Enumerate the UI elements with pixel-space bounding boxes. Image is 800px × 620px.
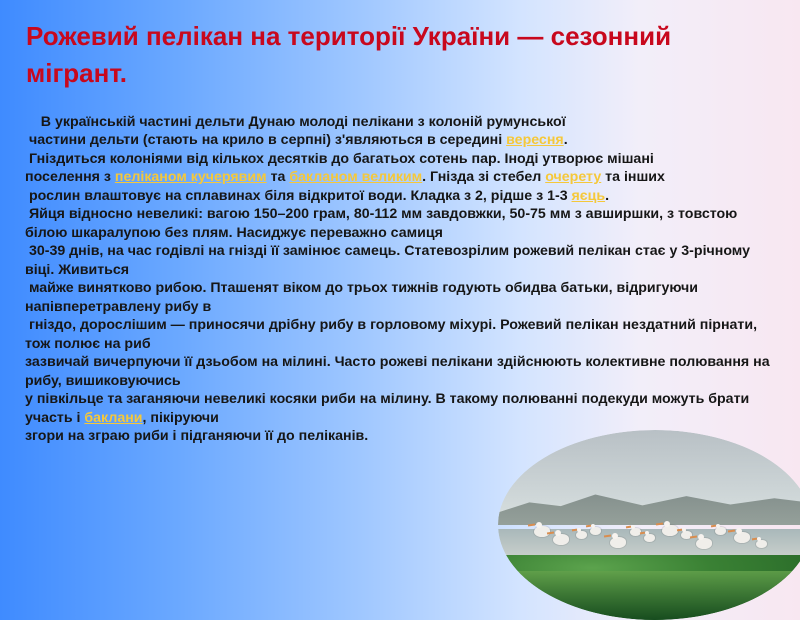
link-ocheret[interactable]: очерету bbox=[545, 169, 602, 185]
pelican-icon bbox=[662, 525, 678, 536]
pelican-icon bbox=[576, 531, 587, 539]
slide-body-text bbox=[25, 94, 770, 464]
link-baklan-velykyi[interactable]: бакланом великим bbox=[289, 169, 423, 185]
pelican-photo bbox=[498, 430, 800, 620]
pelican-icon bbox=[715, 527, 726, 535]
pelican-icon bbox=[610, 537, 626, 548]
pelican-icon bbox=[644, 534, 655, 542]
link-yaiets[interactable]: яєць bbox=[571, 187, 606, 204]
link-baklany[interactable]: баклани bbox=[84, 409, 143, 426]
link-veresnia[interactable]: вересня bbox=[506, 132, 564, 148]
grass-foreground bbox=[498, 571, 800, 620]
text-segment: . Гніздиться колоніями від кількох десятків до багатьох сотень пар. Іноді утворює мішані поселення з bbox=[25, 132, 654, 185]
link-pelican-kucheriavyi[interactable]: пеліканом кучерявим bbox=[114, 169, 267, 185]
pelican-icon bbox=[756, 540, 767, 548]
pelican-icon bbox=[590, 527, 601, 535]
pelican-icon bbox=[696, 538, 712, 549]
text-segment: та bbox=[266, 169, 290, 185]
text-segment: . Гнізда зі стебел bbox=[422, 169, 546, 185]
text-segment: та інших рослин влаштовує на сплавинах біля відкритої води. Кладка з 2, рідше з 1-3 bbox=[28, 169, 665, 204]
pelican-icon bbox=[553, 534, 569, 545]
text-segment: . Яйця відносно невеликі: вагою 150–200 грам, 80-112 мм завдовжки, 50-75 мм з авширшки, з товстою білою шкаралупою без плям. Насиджує переважно самиця 30-39 днів, на час годівлі на гнізді її замінює самець. Статевозрілим рожевий пелікан стає у 3-річному віці. Живиться майже винятково рибою. Пташенят віком до трьох тижнів годують обидва батьки, відригуючи напівперетравлену рибу в гніздо, дорослішим — приносячи дрібну рибу в горловому міхурі. Рожевий пелікан нездатний пірнати, тож полює на риб зазвичай вичерпуючи її дзьобом на мілині. Часто рожеві пелікани здійснюють колективне полювання на рибу, вишиковуючись у півкільце та заганяючи невеликі косяки риби на мілину. В такому полюванні подекуди можуть брати участь і bbox=[25, 187, 770, 426]
text-segment: , пікіруючи згори на зграю риби і підганяючи її до пеліканів. bbox=[25, 409, 369, 444]
slide-title: Рожевий пелікан на території України — сезонний мігрант. bbox=[26, 21, 672, 88]
pelican-icon bbox=[734, 532, 750, 543]
text-segment: В українській частині дельти Дунаю молоді пелікани з колоній румунської частини дельти (стають на крило в серпні) з'являються в середині bbox=[28, 113, 566, 148]
